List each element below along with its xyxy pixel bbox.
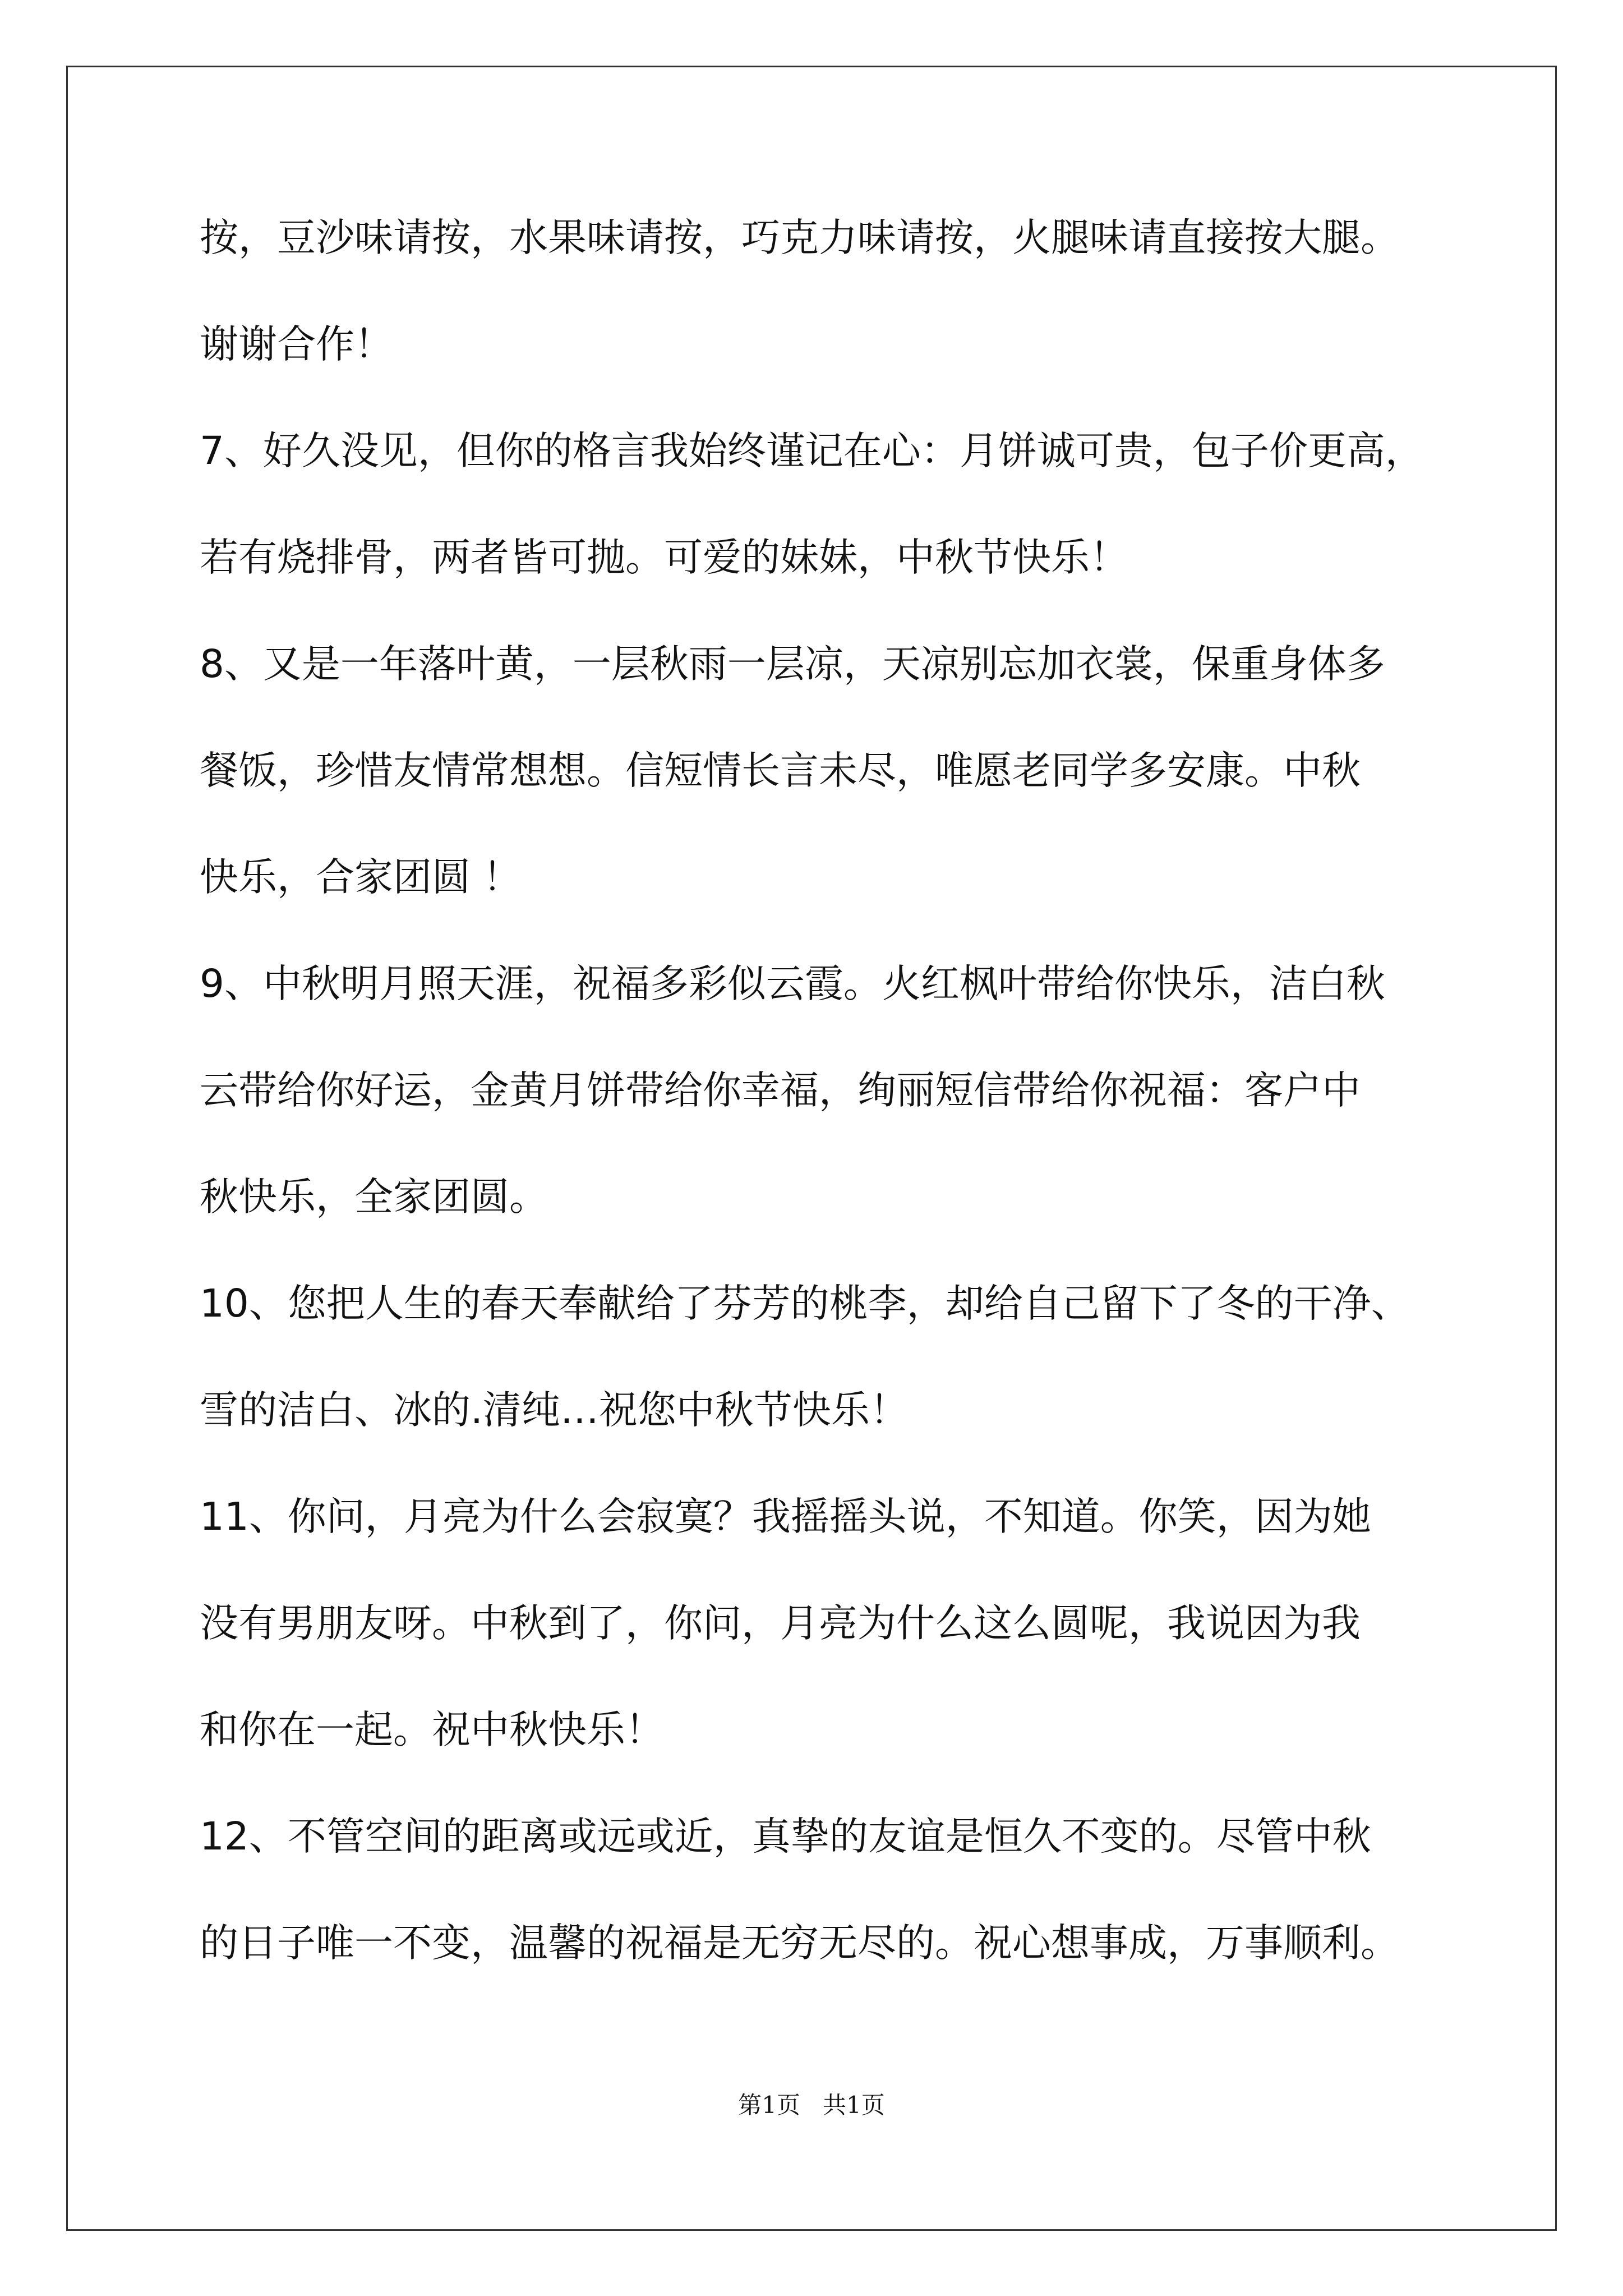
text-line: 11、你问，月亮为什么会寂寞？我摇摇头说，不知道。你笑，因为她 xyxy=(200,1494,1371,1539)
text-line: 8、又是一年落叶黄，一层秋雨一层凉，天凉别忘加衣裳，保重身体多 xyxy=(200,642,1385,687)
text-line: 按，豆沙味请按，水果味请按，巧克力味请按，火腿味请直接按大腿。 xyxy=(200,215,1399,260)
text-line: 12、不管空间的距离或远或近，真挚的友谊是恒久不变的。尽管中秋 xyxy=(200,1814,1371,1859)
text-line: 没有男朋友呀。中秋到了，你问，月亮为什么这么圆呢，我说因为我 xyxy=(200,1601,1361,1646)
text-line: 9、中秋明月照天涯，祝福多彩似云霞。火红枫叶带给你快乐，洁白秋 xyxy=(200,961,1385,1006)
text-line: 快乐，合家团圆 ！ xyxy=(200,855,522,900)
text-line: 10、您把人生的春天奉献给了芬芳的桃李，却给自己留下了冬的干净、 xyxy=(200,1281,1410,1326)
text-line: 和你在一起。祝中秋快乐！ xyxy=(200,1708,664,1752)
page-number-footer: 第1页 共1页 xyxy=(738,2091,885,2119)
text-line: 云带给你好运，金黄月饼带给你幸福，绚丽短信带给你祝福：客户中 xyxy=(200,1068,1361,1113)
text-line: 雪的洁白、冰的.清纯…祝您中秋节快乐！ xyxy=(200,1388,909,1433)
text-line: 秋快乐，全家团圆。 xyxy=(200,1175,548,1220)
text-line: 的日子唯一不变，温馨的祝福是无穷无尽的。祝心想事成，万事顺利。 xyxy=(200,1921,1399,1966)
page-border xyxy=(66,66,1557,2231)
text-line: 餐饭，珍惜友情常想想。信短情长言未尽，唯愿老同学多安康。中秋 xyxy=(200,748,1361,793)
text-line: 7、好久没见，但你的格言我始终谨记在心：月饼诚可贵，包子价更高， xyxy=(200,429,1424,473)
text-line: 谢谢合作！ xyxy=(200,322,393,367)
text-line: 若有烧排骨，两者皆可抛。可爱的妹妹，中秋节快乐！ xyxy=(200,535,1128,580)
